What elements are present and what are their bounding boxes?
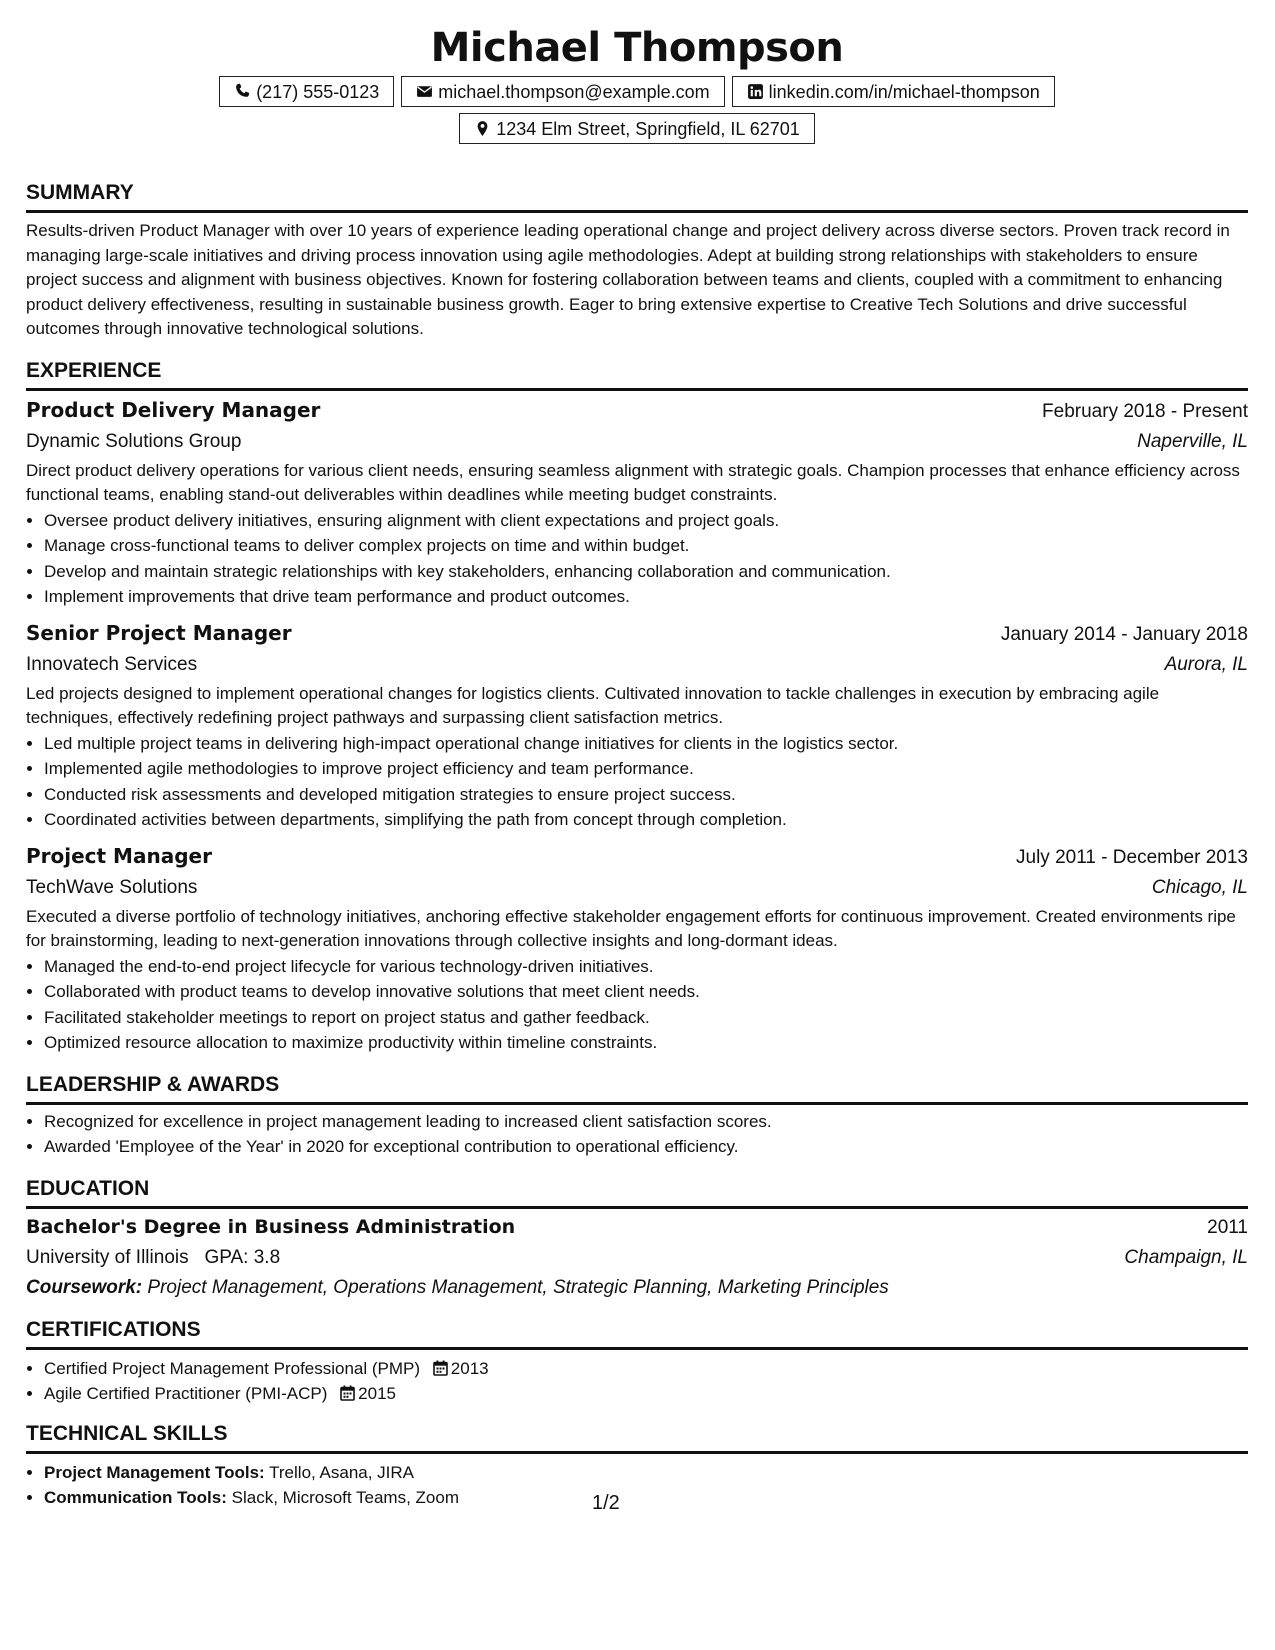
job-bullets bbox=[26, 731, 1248, 833]
job-description: Led projects designed to implement operational changes for logistics clients. Cultivated innovation to tackle challenges in execution by embracing agile techniques, effectively redefining project pathways and surpassing client satisfaction metrics. bbox=[26, 683, 1160, 727]
job-dates: January 2014 - January 2018 bbox=[1000, 623, 1248, 645]
leadership-section bbox=[26, 1072, 1248, 1160]
job-entry bbox=[26, 841, 1248, 1056]
contact-row-1 bbox=[26, 76, 1248, 107]
skill-value: Trello, Asana, JIRA bbox=[269, 1462, 415, 1482]
education-section bbox=[26, 1176, 1248, 1303]
job-bullets bbox=[26, 508, 1248, 610]
list-item: • Facilitated stakeholder meetings to report on project status and gather feedback. bbox=[44, 1005, 1248, 1031]
job-bullets bbox=[26, 954, 1248, 1056]
job-description: Direct product delivery operations for various client needs, ensuring seamless alignment with strategic goals. Champion processes that enhance efficiency across functional teams, enabling stand-out deliverables within deadlines while meeting budget constraints. bbox=[26, 460, 1240, 504]
job-dates: February 2018 - Present bbox=[1042, 400, 1248, 422]
school-line bbox=[26, 1243, 280, 1273]
list-item: • Collaborated with product teams to develop innovative solutions that meet client needs. bbox=[44, 979, 1248, 1005]
summary-heading: SUMMARY bbox=[26, 180, 1248, 213]
skills-list bbox=[26, 1460, 1248, 1511]
job-entry bbox=[26, 395, 1248, 610]
resume-page bbox=[26, 0, 1248, 1511]
skills-heading: TECHNICAL SKILLS bbox=[26, 1421, 1248, 1454]
leadership-heading: LEADERSHIP & AWARDS bbox=[26, 1072, 1248, 1105]
linkedin-icon bbox=[747, 83, 764, 100]
cert-year: 2013 bbox=[450, 1358, 489, 1378]
list-item bbox=[44, 1356, 1248, 1382]
skill-label: Communication Tools: bbox=[44, 1488, 227, 1507]
job-company: TechWave Solutions bbox=[26, 876, 198, 898]
list-item: • Manage cross-functional teams to deliver complex projects on time and within budget. bbox=[44, 533, 1248, 559]
list-item bbox=[44, 1381, 1248, 1407]
job-title: Product Delivery Manager bbox=[26, 397, 321, 422]
job-location: Aurora, IL bbox=[1164, 653, 1248, 675]
calendar-icon bbox=[433, 1360, 448, 1376]
job-title: Project Manager bbox=[26, 843, 212, 868]
job-description: Executed a diverse portfolio of technology initiatives, anchoring effective stakeholder engagement efforts for continuous improvement. Created environments ripe for brainstorming, leading to next-generation innovations through collective insights and long-dormant ideas. bbox=[26, 906, 1236, 950]
experience-heading: EXPERIENCE bbox=[26, 358, 1248, 391]
list-item: • Oversee product delivery initiatives, ensuring alignment with client expectations and project goals. bbox=[44, 508, 1248, 534]
job-location: Naperville, IL bbox=[1137, 430, 1248, 452]
address-text: 1234 Elm Street, Springfield, IL 62701 bbox=[496, 118, 800, 139]
skill-label: Project Management Tools: bbox=[44, 1462, 265, 1482]
certifications-heading: CERTIFICATIONS bbox=[26, 1317, 1248, 1350]
certifications-list bbox=[26, 1356, 1248, 1407]
job-company: Innovatech Services bbox=[26, 653, 198, 675]
envelope-icon bbox=[416, 83, 433, 100]
linkedin-chip[interactable] bbox=[732, 76, 1055, 107]
contact-row-2 bbox=[26, 113, 1248, 144]
candidate-name: Michael Thompson bbox=[430, 25, 844, 71]
experience-section bbox=[26, 358, 1248, 1056]
coursework-text: Project Management, Operations Management, Strategic Planning, Marketing Principles bbox=[147, 1276, 889, 1298]
list-item: • Optimized resource allocation to maximize productivity within timeline constraints. bbox=[44, 1030, 1248, 1056]
graduation-year: 2011 bbox=[1207, 1216, 1248, 1238]
phone-text: (217) 555-0123 bbox=[256, 81, 380, 102]
list-item: • Develop and maintain strategic relationships with key stakeholders, enhancing collaboration and communication. bbox=[44, 559, 1248, 585]
list-item: • Coordinated activities between departments, simplifying the path from concept through completion. bbox=[44, 807, 1248, 833]
calendar-icon bbox=[340, 1385, 355, 1401]
address-chip bbox=[459, 113, 815, 144]
job-entry bbox=[26, 618, 1248, 833]
email-text[interactable]: michael.thompson@example.com bbox=[438, 81, 710, 102]
phone-chip bbox=[219, 76, 394, 107]
list-item: • Managed the end-to-end project lifecycle for various technology-driven initiatives. bbox=[44, 954, 1248, 980]
skills-section bbox=[26, 1421, 1248, 1511]
list-item: • Led multiple project teams in delivering high-impact operational change initiatives for clients in the logistics sector. bbox=[44, 731, 1248, 757]
cert-year: 2015 bbox=[358, 1384, 396, 1403]
coursework-label: Coursework: bbox=[26, 1276, 143, 1298]
job-dates: July 2011 - December 2013 bbox=[1016, 846, 1248, 868]
list-item bbox=[44, 1460, 1248, 1486]
school-name: University of Illinois bbox=[26, 1246, 189, 1268]
job-company: Dynamic Solutions Group bbox=[26, 430, 242, 452]
job-location: Chicago, IL bbox=[1151, 876, 1248, 898]
list-item bbox=[44, 1485, 1248, 1511]
certifications-section bbox=[26, 1317, 1248, 1407]
education-heading: EDUCATION bbox=[26, 1176, 1248, 1209]
summary-text: Results-driven Product Manager with over 10 years of experience leading operational change and project delivery across diverse sectors. Proven track record in managing large-scale initiatives and driving process innovation using agile methodologies. Adept at building strong relationships with stakeholders to ensure project success and alignment with business objectives. Known for fostering collaboration between teams and clients, coupled with a commitment to enhancing product delivery effectiveness, resulting in sustainable business growth. Eager to bring extensive expertise to Creative Tech Solutions and drive successful outcomes through innovative technological solutions. bbox=[26, 221, 1230, 338]
linkedin-text[interactable]: linkedin.com/in/michael-thompson bbox=[768, 81, 1040, 102]
list-item: • Implement improvements that drive team performance and product outcomes. bbox=[44, 584, 1248, 610]
skill-value: Slack, Microsoft Teams, Zoom bbox=[231, 1488, 459, 1507]
list-item: • Awarded 'Employee of the Year' in 2020 for exceptional contribution to operational efficiency. bbox=[44, 1134, 1248, 1160]
list-item: • Implemented agile methodologies to improve project efficiency and team performance. bbox=[44, 756, 1248, 782]
summary-section bbox=[26, 180, 1248, 342]
list-item: • Recognized for excellence in project management leading to increased client satisfaction scores. bbox=[44, 1109, 1248, 1135]
degree-title: Bachelor's Degree in Business Administration bbox=[26, 1215, 516, 1238]
map-marker-icon bbox=[474, 120, 491, 137]
cert-name: Certified Project Management Professional (PMP) bbox=[44, 1358, 421, 1378]
page-number: 1/2 bbox=[592, 1492, 620, 1514]
job-title: Senior Project Manager bbox=[26, 620, 292, 645]
school-location: Champaign, IL bbox=[1124, 1246, 1248, 1268]
cert-name: Agile Certified Practitioner (PMI-ACP) bbox=[44, 1384, 328, 1403]
phone-icon bbox=[234, 83, 251, 100]
coursework-line bbox=[26, 1273, 1248, 1303]
gpa: GPA: 3.8 bbox=[204, 1246, 281, 1268]
email-chip[interactable] bbox=[401, 76, 724, 107]
leadership-list bbox=[26, 1109, 1248, 1160]
list-item: • Conducted risk assessments and developed mitigation strategies to ensure project success. bbox=[44, 782, 1248, 808]
